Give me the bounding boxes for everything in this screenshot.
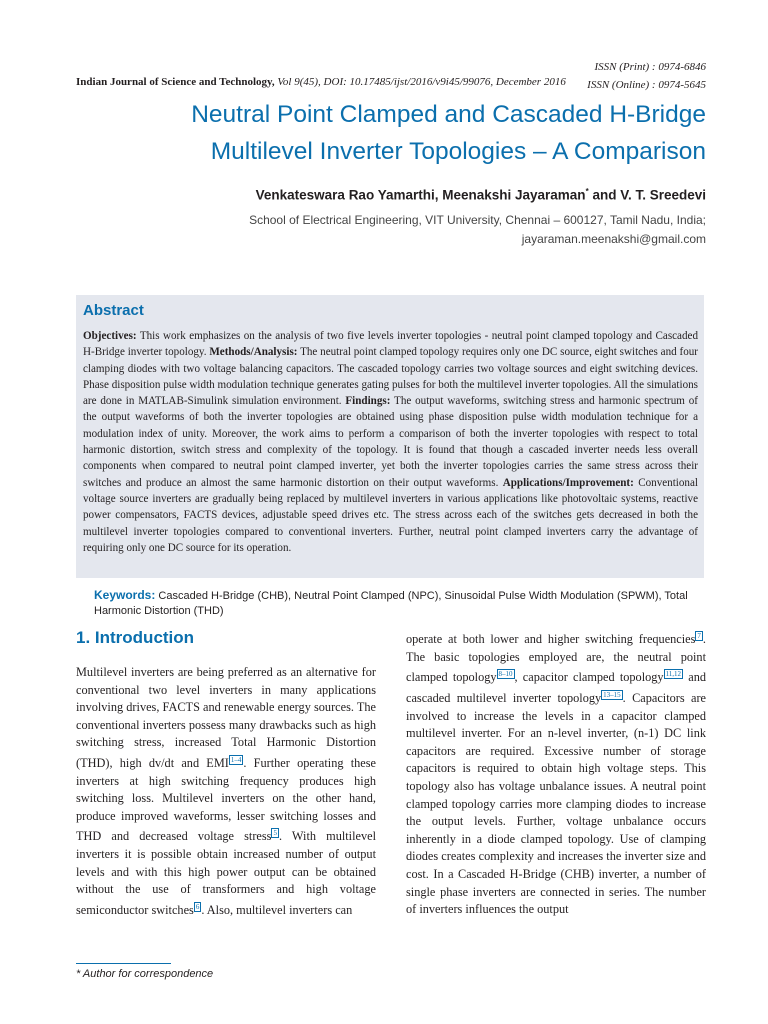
applications-text: Conventional voltage source inverters are gradually being replaced by multilevel inverters in various applications like photovoltaic systems, reactive power compensators, FACTS devices, adjustable speed drives etc. The stress across each of the switches gets decreased in both the multilevel inverter topologies compared to conventional inverters. Further, neutral point clamped inverters carry the advantage of requiring only one DC source for its operation. bbox=[83, 476, 698, 554]
issn-online: ISSN (Online) : 0974-5645 bbox=[587, 79, 706, 91]
intro-right-text: . The basic topologies employed are, the neutral point clamped topology bbox=[406, 632, 706, 685]
citation-link[interactable]: 6 bbox=[195, 902, 200, 911]
abstract-body bbox=[83, 328, 698, 556]
citation-link[interactable]: 5 bbox=[273, 829, 277, 838]
author-email[interactable]: jayaraman.meenakshi@gmail.com bbox=[521, 232, 706, 246]
authors-first: Venkateswara Rao Yamarthi, Meenakshi Jayaraman bbox=[255, 187, 586, 203]
citation-info: Vol 9(45), DOI: 10.17485/ijst/2016/v9i45/99076, December 2016 bbox=[277, 76, 566, 88]
corresponding-mark: * bbox=[585, 187, 589, 196]
intro-left-text: . Also, multilevel inverters can bbox=[201, 903, 353, 917]
citation-link[interactable]: 1–4 bbox=[230, 755, 242, 764]
applications-label: Applications/Improvement: bbox=[502, 476, 634, 489]
keywords bbox=[94, 588, 704, 619]
intro-right-text: and cascaded multilevel inverter topology bbox=[406, 670, 706, 706]
findings-text: The output waveforms, switching stress and harmonic spectrum of the output waveforms of both the inverter topologies are obtained using phase disposition pulse width modulation technique for a modulation index of unity. Moreover, the work aims to perform a comparison of both the inverter topologies with respect to total harmonic distortion, switch stress and complexity of the topology. It is found that though a cascaded inverter needs less overall components when compared to neutral point clamped inverter, yet both the inverter topologies carries the same stress across their switches and produce an almost the same harmonic distortion on their output waveforms. bbox=[83, 395, 698, 489]
objectives-label: Objectives: bbox=[83, 330, 137, 342]
methods-label: Methods/Analysis: bbox=[209, 346, 298, 359]
objectives-text: This work emphasizes on the analysis of two five levels inverter topologies - neutral point clamped topology and Cascaded H-Bridge inverter topology. bbox=[83, 330, 698, 359]
section-heading-introduction: 1. Introduction bbox=[76, 628, 195, 647]
intro-right-column bbox=[406, 628, 706, 919]
affiliation-address: School of Electrical Engineering, VIT University, Chennai – 600127, Tamil Nadu, India; bbox=[249, 213, 706, 227]
affiliation bbox=[249, 211, 706, 249]
intro-left-text: . With multilevel inverters it is possible obtain increased number of output levels and with this high power output can be obtained without the use of transformers and high voltage semiconductor switches bbox=[76, 829, 376, 917]
paper-title bbox=[66, 96, 706, 170]
keywords-text: Cascaded H-Bridge (CHB), Neutral Point Clamped (NPC), Sinusoidal Pulse Width Modulation (SPWM), Total Harmonic Distortion (THD) bbox=[94, 590, 688, 617]
title-line-1: Neutral Point Clamped and Cascaded H-Bridge bbox=[191, 101, 706, 128]
footnote: * Author for correspondence bbox=[76, 968, 214, 980]
citation-link[interactable]: 7 bbox=[697, 632, 701, 640]
keywords-label: Keywords: bbox=[94, 588, 156, 602]
findings-label: Findings: bbox=[345, 395, 391, 408]
intro-left-text: . Further operating these inverters at high switching frequency produces high switching loss. Multilevel inverters on the other hand, produce improved waveforms, lesser switching losses and THD and decreased voltage stress bbox=[76, 756, 376, 844]
citation-link[interactable]: 11,12 bbox=[665, 670, 682, 679]
citation-link[interactable]: 8–10 bbox=[498, 670, 513, 679]
intro-left-text: Multilevel inverters are being preferred as an alternative for conventional two level inverters in many applications involving drives, FACTS and renewable energy sources. The conventional inverters possess many drawbacks such as high switching stress, increased Total Harmonic Distortion (THD), high dv/dt and EMI bbox=[76, 665, 376, 771]
citation-link[interactable]: 13–15 bbox=[603, 690, 621, 699]
abstract-heading: Abstract bbox=[83, 302, 144, 319]
intro-right-text: . Capacitors are involved to increase the levels in a capacitor clamped multilevel inverter. For an n-level inverter, (n-1) DC link capacitors are required. Excessive number of storage capacitors is required to obtain high voltage steps. This topology also has voltage unbalance issues. A neutral point clamped topology carries more clamping diodes to increase the output levels. Further, voltage unbalance occurs inherently in a diode clamped topology. Use of clamping diodes creates complexity and increases the inverter size and cost. In a Cascaded H-Bridge (CHB) inverter, a number of single phase inverters are connected in series. The number of inverters influences the output bbox=[406, 691, 706, 917]
methods-text: The neutral point clamped topology requires only one DC source, eight switches and four clamping diodes with two voltage balancing capacitors. The cascaded topology carries two voltage sources and eight switching devices. Phase disposition pulse width modulation technique generates gating pulses for both the multilevel inverter topologies. All the simulations are done in MATLAB-Simulink simulation environment. bbox=[83, 346, 698, 408]
intro-right-text: operate at both lower and higher switching frequencies bbox=[406, 632, 696, 647]
journal-name: Indian Journal of Science and Technology, bbox=[76, 76, 275, 88]
issn-print: ISSN (Print) : 0974-6846 bbox=[594, 61, 706, 73]
intro-left-column bbox=[76, 664, 376, 920]
issn-block bbox=[587, 58, 706, 94]
title-line-2: Multilevel Inverter Topologies – A Comparison bbox=[210, 138, 706, 165]
authors-last: and V. T. Sreedevi bbox=[588, 187, 706, 203]
intro-right-text: , capacitor clamped topology bbox=[514, 670, 664, 685]
journal-header bbox=[76, 76, 566, 88]
author-list bbox=[256, 187, 706, 203]
footnote-divider bbox=[76, 963, 171, 964]
